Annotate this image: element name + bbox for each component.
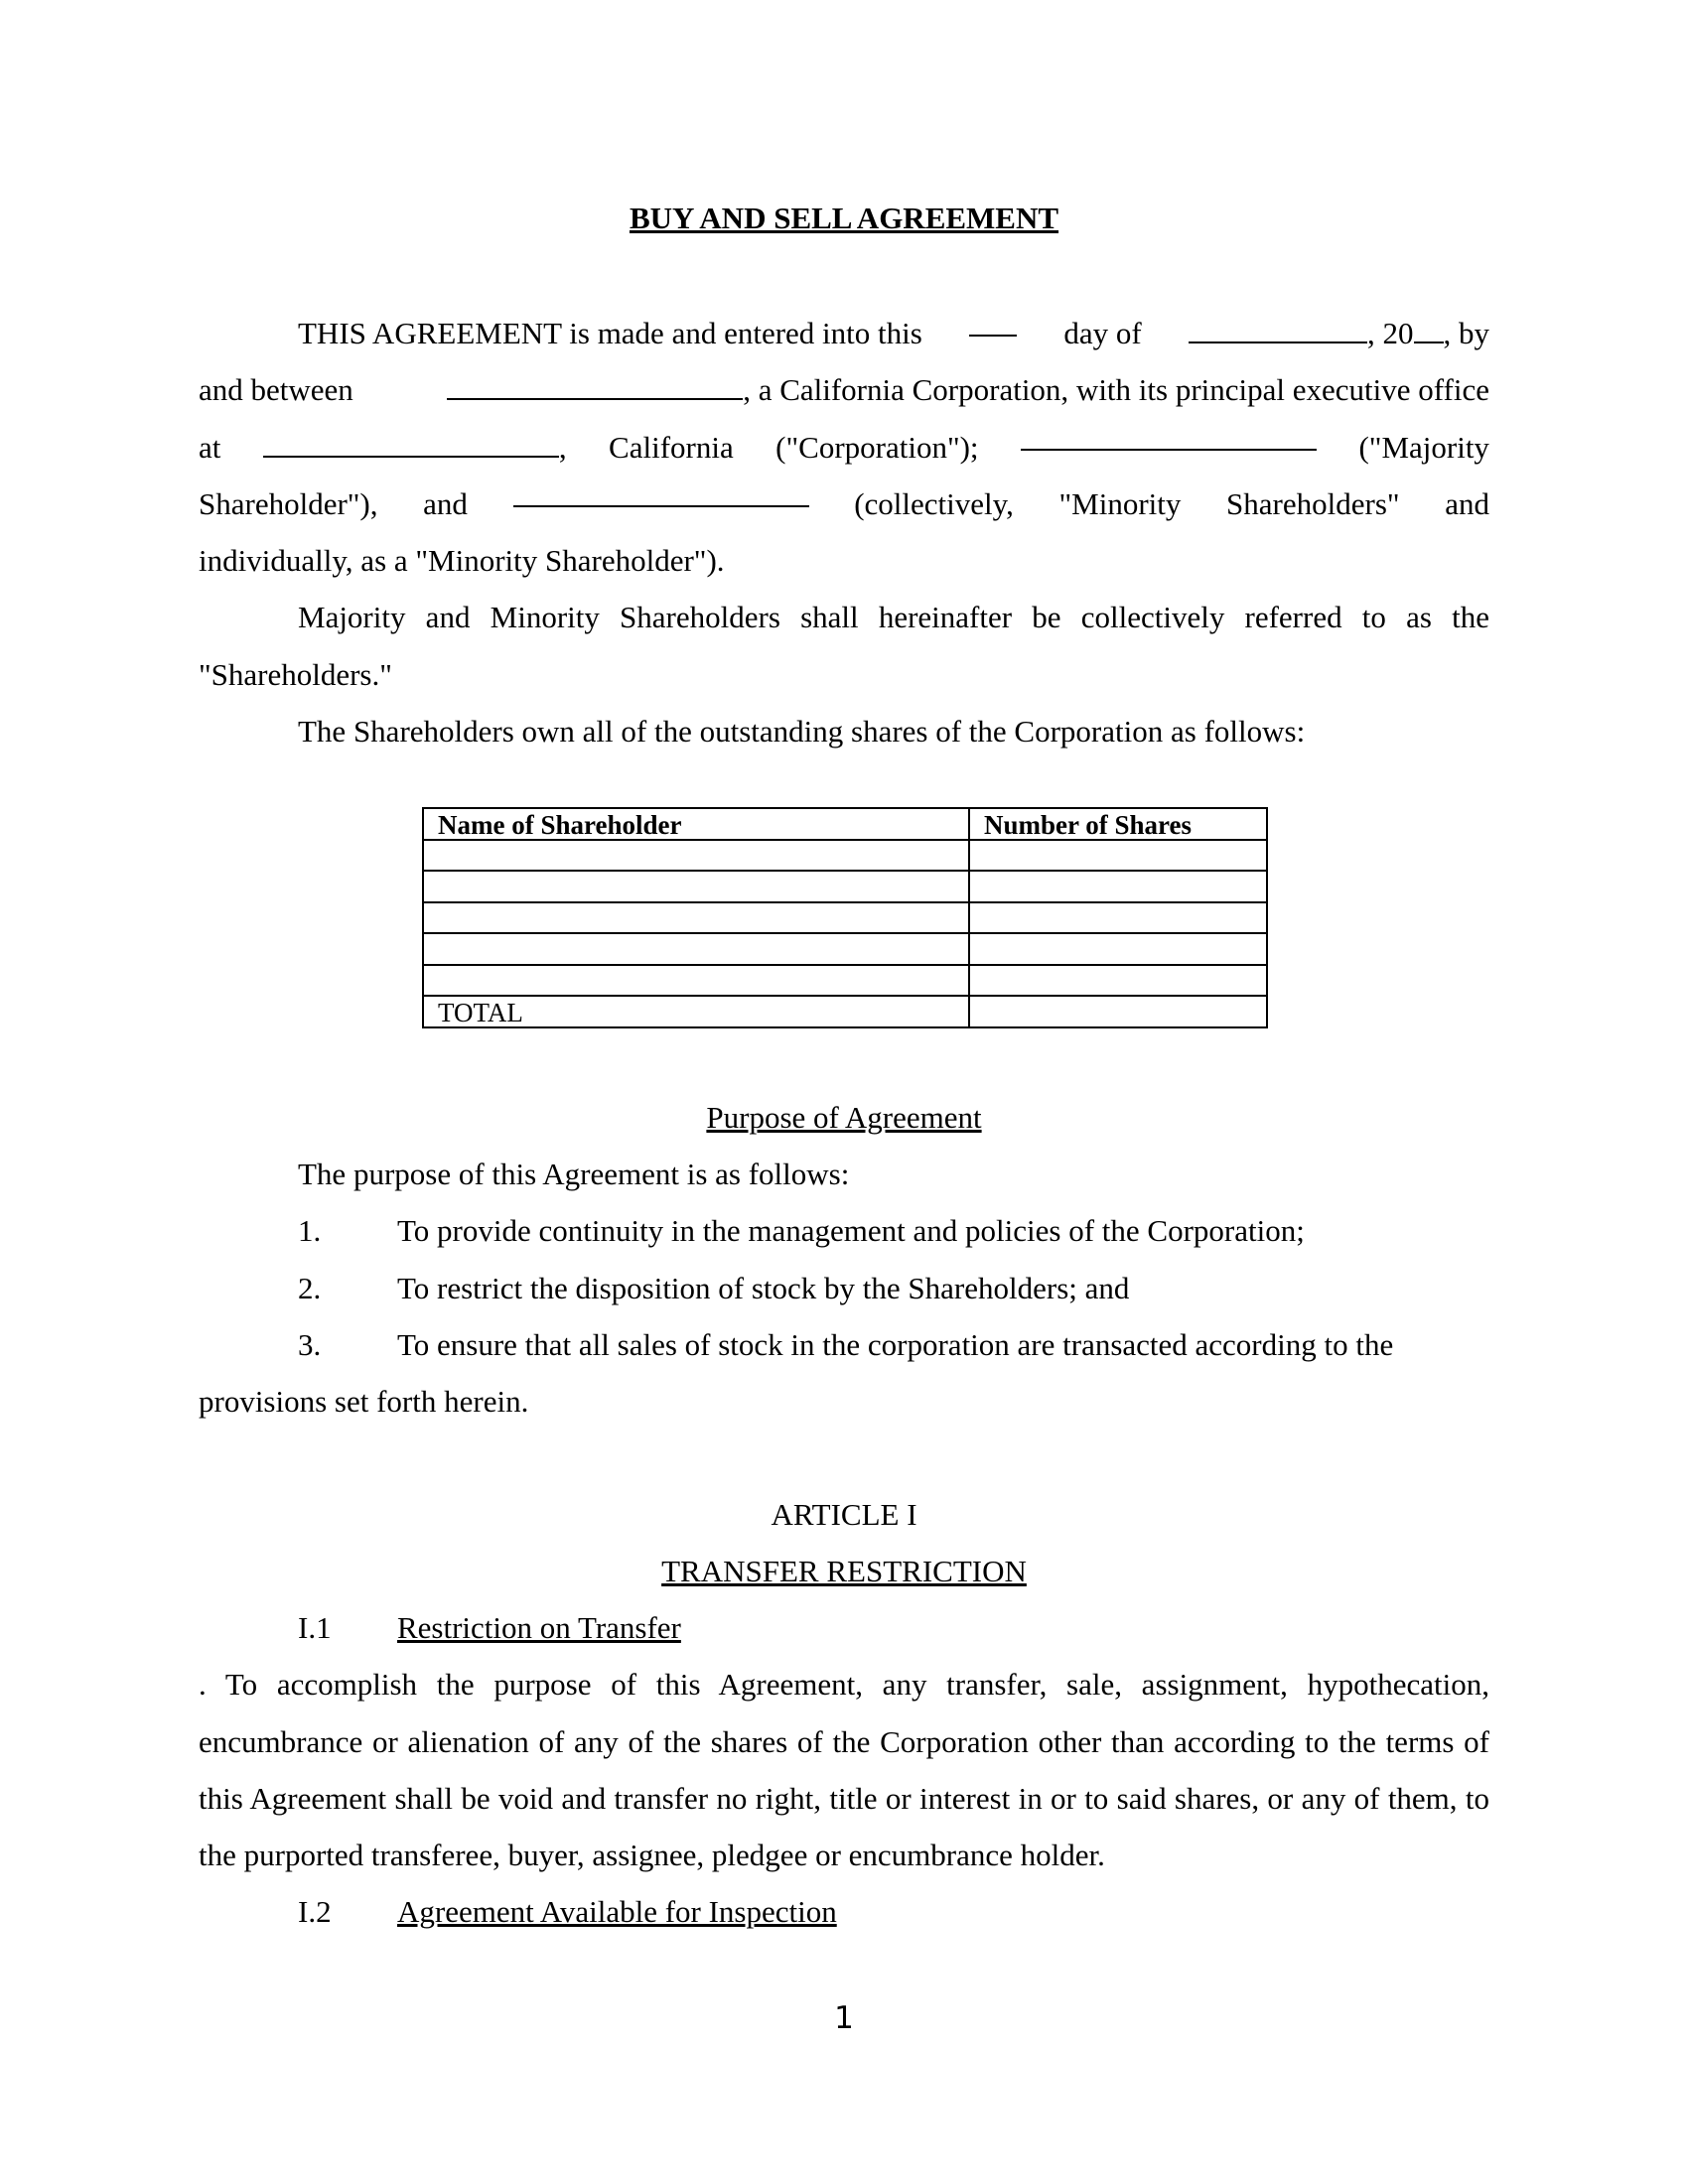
purpose-item-2: 2. To restrict the disposition of stock by the Shareholders; and — [298, 1270, 1130, 1305]
intro-line-5: individually, as a "Minority Shareholder"). — [199, 543, 725, 579]
purpose-lead: The purpose of this Agreement is as follows: — [298, 1157, 850, 1191]
year-blank[interactable] — [1414, 312, 1444, 343]
intro-line-4: Shareholder"), and (collectively, "Minority Shareholders" and — [199, 476, 1489, 532]
column-header-name: Name of Shareholder — [423, 808, 969, 840]
intro-line-1: THIS AGREEMENT is made and entered into this day of , 20 , by — [199, 305, 1489, 361]
intro-line-2: and between , a California Corporation, with its principal executive office — [199, 361, 1489, 418]
total-shares-cell[interactable] — [969, 996, 1267, 1027]
address-blank[interactable] — [263, 426, 559, 458]
table-row — [423, 840, 1267, 872]
minority-shareholder-blank[interactable] — [513, 476, 809, 507]
intro-paragraph — [199, 305, 1489, 759]
table-total-row — [423, 996, 1267, 1027]
shares-cell[interactable] — [969, 965, 1267, 997]
month-blank[interactable] — [1189, 312, 1367, 343]
shares-cell[interactable] — [969, 902, 1267, 934]
shareholder-table — [422, 807, 1268, 1028]
table-row — [423, 902, 1267, 934]
shareholder-name-cell[interactable] — [423, 871, 969, 902]
purpose-item-3-continuation: provisions set forth herein. — [199, 1384, 529, 1420]
document-page — [199, 0, 1489, 2184]
total-label-cell: TOTAL — [423, 996, 969, 1027]
shareholder-name-cell[interactable] — [423, 965, 969, 997]
shareholders-definition-paragraph: Majority and Minority Shareholders shall hereinafter be collectively referred to as the "Shareholders." — [199, 600, 1489, 692]
article-1-sections — [199, 1599, 1489, 1941]
section-1-1-heading: I.1 Restriction on Transfer — [199, 1599, 1489, 1656]
intro-line-3: at , California ("Corporation"); ("Majority — [199, 419, 1489, 476]
purpose-item-3: 3. To ensure that all sales of stock in the corporation are transacted according to the — [298, 1326, 1394, 1362]
purpose-heading: Purpose of Agreement — [706, 1100, 982, 1135]
table-row — [423, 965, 1267, 997]
article-label: ARTICLE I — [771, 1497, 917, 1532]
shareholder-name-cell[interactable] — [423, 902, 969, 934]
column-header-shares: Number of Shares — [969, 808, 1267, 840]
corporation-name-blank[interactable] — [447, 368, 743, 400]
shareholder-name-cell[interactable] — [423, 840, 969, 872]
purpose-section — [199, 1146, 1489, 1430]
purpose-item-1: 1. To provide continuity in the management and policies of the Corporation; — [298, 1213, 1305, 1249]
shares-ownership-paragraph: The Shareholders own all of the outstanding shares of the Corporation as follows: — [298, 714, 1306, 750]
section-1-2-title: Agreement Available for Inspection — [397, 1894, 837, 1930]
shares-cell[interactable] — [969, 840, 1267, 872]
day-blank[interactable] — [969, 305, 1017, 337]
section-1-2-heading: I.2 Agreement Available for Inspection — [199, 1883, 1489, 1940]
article-heading: TRANSFER RESTRICTION — [661, 1554, 1027, 1588]
table-row — [423, 933, 1267, 965]
table-header-row — [423, 808, 1267, 840]
shares-cell[interactable] — [969, 933, 1267, 965]
section-1-1-body: . To accomplish the purpose of this Agreement, any transfer, sale, assignment, hypothecation, encumbrance or alienation of any of the shares of the Corporation other than according to the terms of this Agreement shall be void and transfer no right, title or interest in or to said shares, or any of them, to the purported transferee, buyer, assignee, pledgee or encumbrance holder. — [199, 1667, 1489, 1873]
section-1-1-title: Restriction on Transfer — [397, 1610, 681, 1645]
table-row — [423, 871, 1267, 902]
majority-shareholder-blank[interactable] — [1021, 419, 1317, 451]
page-number: 1 — [834, 2000, 854, 2036]
document-title: BUY AND SELL AGREEMENT — [629, 201, 1059, 235]
shareholder-name-cell[interactable] — [423, 933, 969, 965]
shareholder-table-wrapper — [422, 807, 1268, 1028]
shares-cell[interactable] — [969, 871, 1267, 902]
